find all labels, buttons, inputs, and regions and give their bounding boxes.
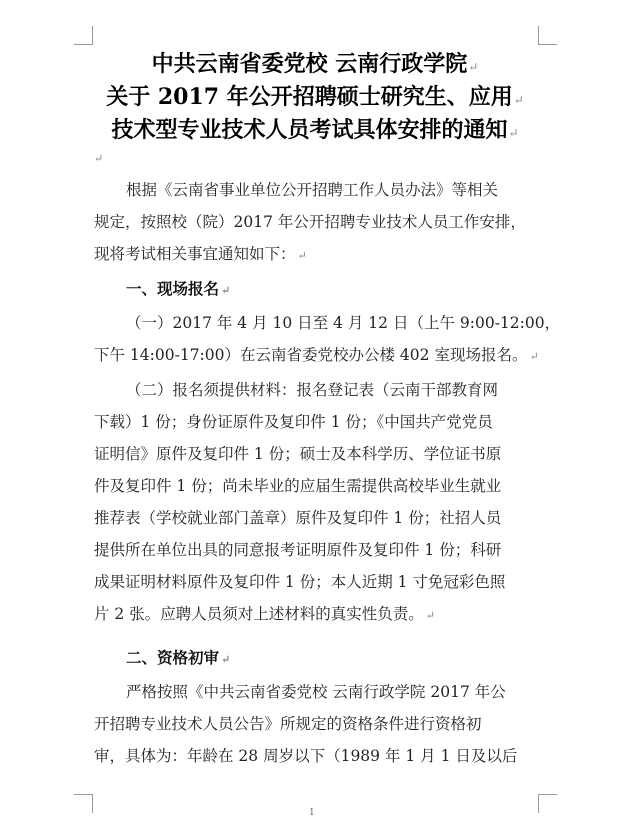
item2-line: 提供所在单位出具的同意报考证明原件及复印件 1 份；科研 — [94, 541, 502, 559]
paragraph-mark-icon: ↵ — [508, 126, 519, 140]
item2-line: 成果证明材料原件及复印件 1 份；本人近期 1 寸免冠彩色照 — [94, 573, 506, 591]
intro-line: 现将考试相关事宜通知如下： ↵ — [94, 245, 307, 263]
section-heading-qualification-review: 二、资格初审 ↵ — [126, 648, 231, 667]
section2-line: 审，具体为：年龄在 28 周岁以下（1989 年 1 月 1 日及以后 — [94, 747, 518, 765]
crop-mark-top-left — [74, 26, 93, 45]
paragraph-mark-icon: ↵ — [221, 653, 231, 666]
crop-mark-bottom-left — [74, 794, 93, 813]
intro-line: 根据《云南省事业单位公开招聘工作人员办法》等相关 — [126, 181, 499, 199]
page-number: 1 — [309, 808, 315, 818]
paragraph-mark-icon: ↵ — [297, 249, 307, 262]
item1-line: 下午 14:00-17:00）在云南省委党校办公楼 402 室现场报名。 ↵ — [94, 346, 539, 364]
crop-mark-bottom-right — [538, 794, 557, 813]
item1-line: （一）2017 年 4 月 10 日至 4 月 12 日（上午 9:00-12:00， — [126, 314, 561, 332]
item2-line: 推荐表（学校就业部门盖章）原件及复印件 1 份；社招人员 — [94, 509, 502, 527]
paragraph-mark-icon: ↵ — [425, 609, 435, 622]
paragraph-mark-icon: ↵ — [529, 350, 539, 363]
paragraph-mark-icon: ↵ — [94, 152, 104, 165]
item2-line: 下载）1 份；身份证原件及复印件 1 份；《中国共产党党员 — [94, 413, 493, 431]
paragraph-mark-icon: ↵ — [513, 93, 524, 107]
intro-line: 规定，按照校（院）2017 年公开招聘专业技术人员工作安排， — [94, 213, 526, 231]
section2-line: 开招聘专业技术人员公告》所规定的资格条件进行资格初 — [94, 715, 482, 733]
title-line-3: 技术型专业技术人员考试具体安排的通知↵ — [111, 117, 519, 143]
title-line-1: 中共云南省委党校 云南行政学院↵ — [151, 51, 479, 77]
paragraph-mark-icon: ↵ — [468, 60, 479, 74]
section-heading-registration: 一、现场报名 ↵ — [126, 279, 231, 298]
section2-line: 严格按照《中共云南省委党校 云南行政学院 2017 年公 — [126, 683, 506, 701]
item2-line: 证明信》原件及复印件 1 份；硕士及本科学历、学位证书原 — [94, 445, 502, 463]
paragraph-mark-icon: ↵ — [221, 284, 231, 297]
title-line-2: 关于 2017 年公开招聘硕士研究生、应用↵ — [106, 84, 524, 110]
item2-line: （二）报名须提供材料：报名登记表（云南干部教育网 — [126, 381, 499, 399]
item2-line: 片 2 张。应聘人员须对上述材料的真实性负责。 ↵ — [94, 605, 435, 623]
item2-line: 件及复印件 1 份；尚未毕业的应届生需提供高校毕业生就业 — [94, 477, 502, 495]
crop-mark-top-right — [538, 26, 557, 45]
